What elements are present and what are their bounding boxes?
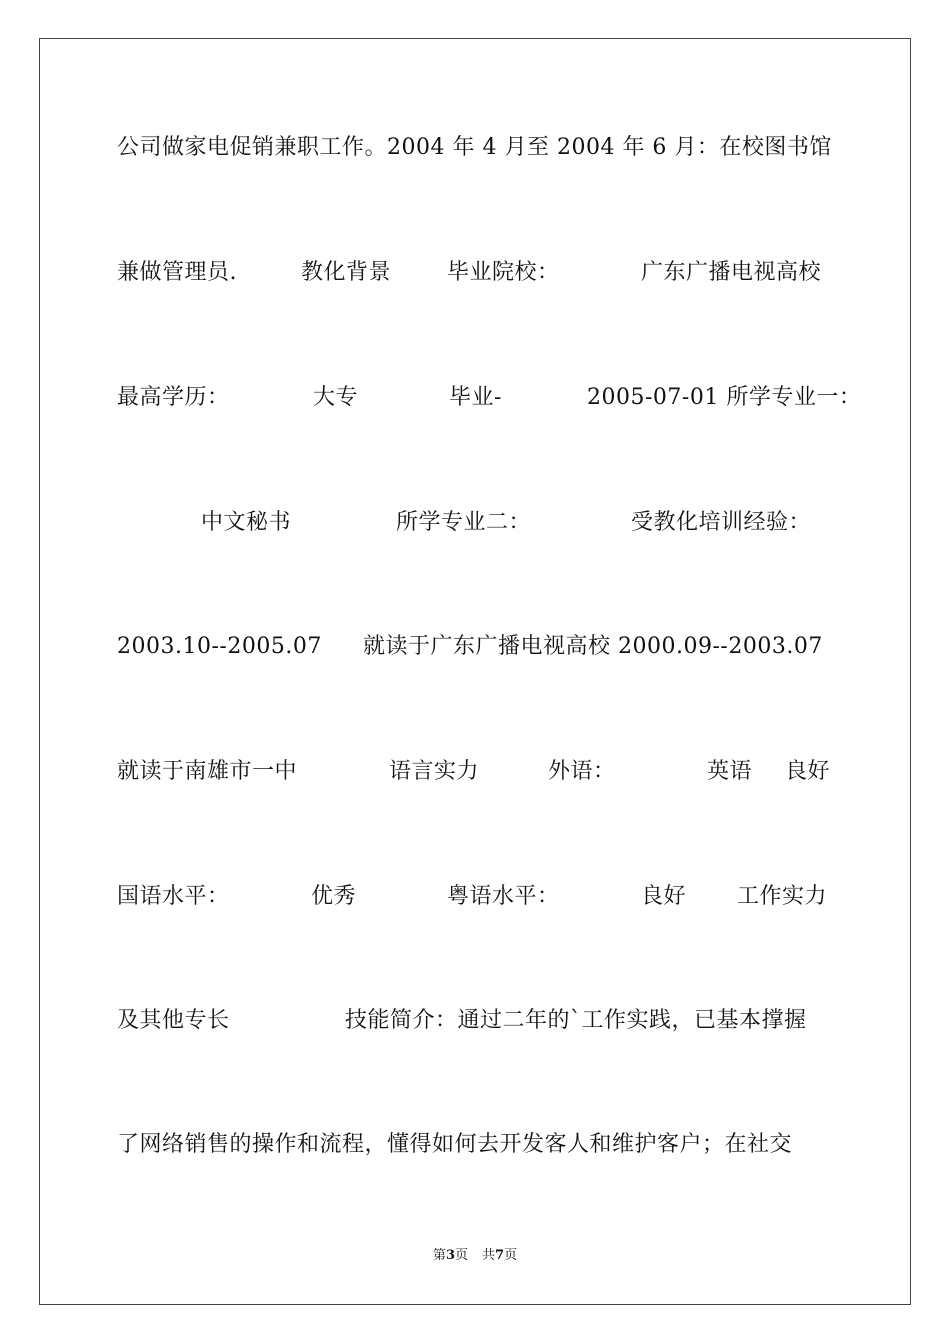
text-line-7 (117, 879, 833, 915)
line-2-segment-4: 广东广播电视高校 (641, 260, 822, 285)
text-line-5 (117, 629, 833, 665)
footer-total-suffix: 页 (504, 1248, 518, 1263)
line-3-segment-2: 大专 (313, 385, 359, 410)
line-3-segment-4: 2005-07-01 所学专业一： (587, 385, 862, 410)
line-6-segment-3: 外语： (548, 759, 616, 784)
line-7-segment-2: 优秀 (311, 884, 357, 909)
footer-page-suffix: 页 (454, 1248, 468, 1263)
line-2-segment-1: 兼做管理员. (117, 260, 237, 285)
line-6-segment-4: 英语 (707, 759, 753, 784)
text-line-1 (117, 130, 833, 166)
line-6-segment-5: 良好 (785, 759, 831, 784)
line-7-segment-5: 工作实力 (737, 884, 828, 909)
footer-page-number: 3 (445, 1248, 455, 1263)
text-line-4 (117, 505, 833, 541)
line-2-segment-2: 教化背景 (301, 260, 392, 285)
text-line-3 (117, 380, 862, 416)
line-7-segment-4: 良好 (641, 884, 687, 909)
footer-total-number: 7 (495, 1248, 505, 1263)
line-5-segment-2: 就读于广东广播电视高校 2000.09--2003.07 (363, 634, 823, 659)
line-4-segment-3: 受教化培训经验： (631, 510, 812, 535)
line-6-segment-2: 语言实力 (389, 759, 480, 784)
text-line-2 (117, 255, 833, 291)
line-8-segment-1: 及其他专长 (117, 1008, 230, 1033)
line-4-segment-2: 所学专业二： (396, 510, 532, 535)
line-1-segment-1: 公司做家电促销兼职工作。2004 年 4 月至 2004 年 6 月：在校图书馆 (117, 135, 832, 160)
line-5-segment-1: 2003.10--2005.07 (117, 634, 322, 659)
line-7-segment-1: 国语水平： (117, 884, 230, 909)
line-3-segment-3: 毕业- (449, 385, 502, 410)
line-3-segment-1: 最高学历： (117, 385, 230, 410)
line-4-segment-1: 中文秘书 (201, 510, 292, 535)
line-6-segment-1: 就读于南雄市一中 (117, 759, 298, 784)
footer-page-prefix: 第 (432, 1248, 446, 1263)
line-7-segment-3: 粤语水平： (447, 884, 560, 909)
text-line-6 (117, 754, 833, 790)
text-line-8 (117, 1003, 833, 1039)
line-2-segment-3: 毕业院校： (447, 260, 560, 285)
line-8-segment-2: 技能简介：通过二年的`工作实践，已基本撑握 (345, 1008, 807, 1033)
page-border (39, 38, 911, 1305)
page-footer (0, 1246, 950, 1266)
text-line-9 (117, 1127, 833, 1163)
line-9-segment-1: 了网络销售的操作和流程，懂得如何去开发客人和维护客户；在社交 (117, 1132, 793, 1157)
footer-total-prefix: 共 (482, 1248, 496, 1263)
